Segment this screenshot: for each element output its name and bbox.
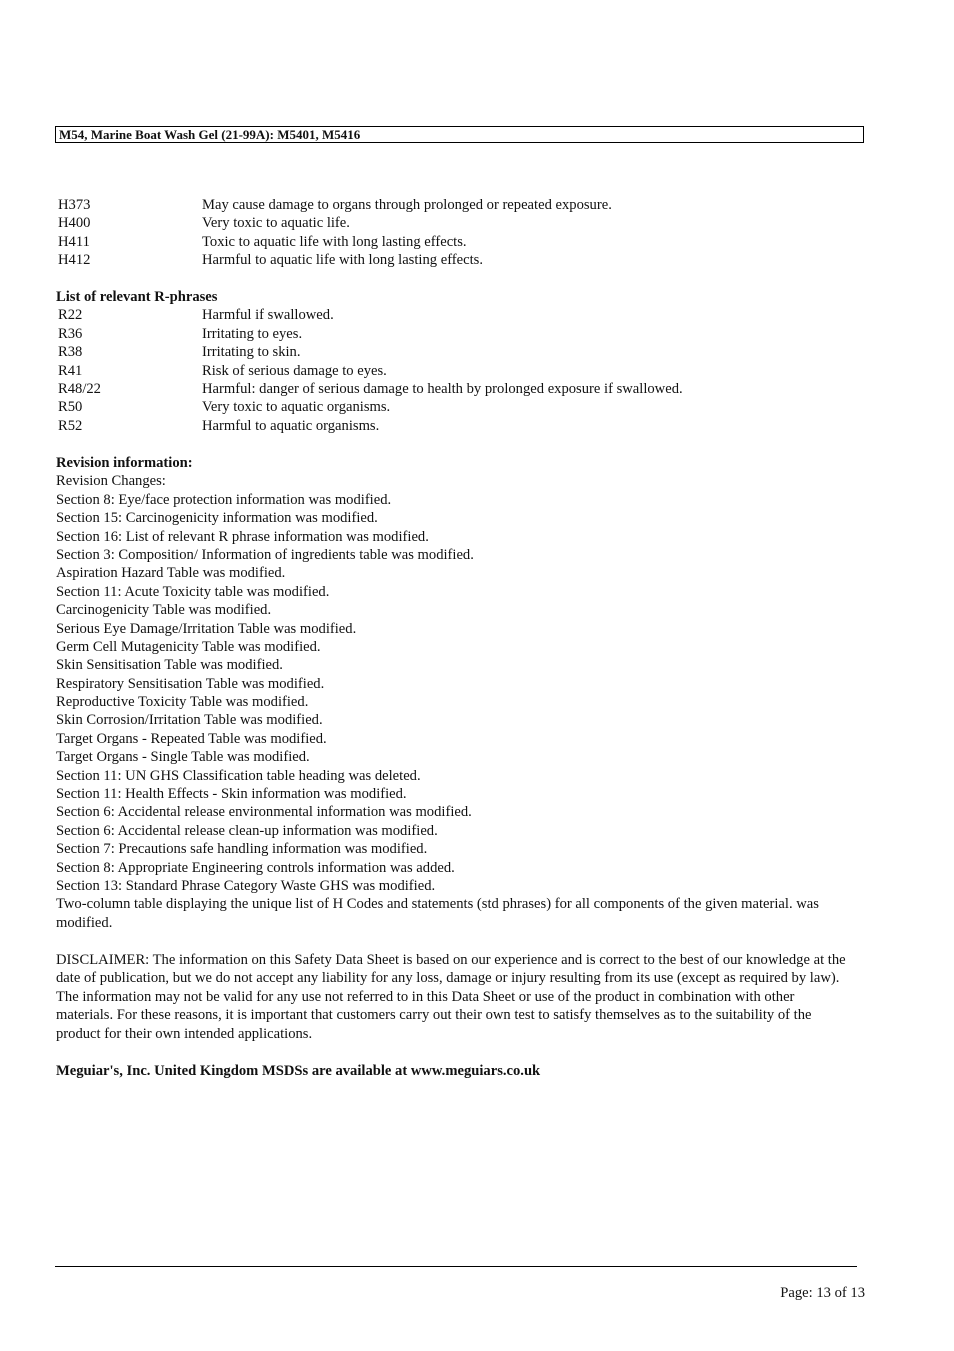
r-text: Harmful: danger of serious damage to health by prolonged exposure if swallowed. [202,380,683,397]
table-row [56,325,856,343]
r-phrases-section [56,288,856,435]
footer-divider [55,1266,857,1267]
disclaimer-paragraph: DISCLAIMER: The information on this Safety Data Sheet is based on our experience and is correct to the best of our knowledge at the date of publication, but we do not accept any liability for any loss, damage or injury resulting from its use (except as required by law). The information may not be valid for any use not referred to in this Data Sheet or use of the product in combination with other materials. For these reasons, it is important that customers carry out their own test to satisfy themselves as to the suitability of the product for their own intended applications. [56,952,846,1042]
revision-line: Section 6: Accidental release clean-up information was modified. [56,822,438,839]
revision-line: Section 11: UN GHS Classification table heading was deleted. [56,767,421,784]
r-text: Harmful if swallowed. [202,307,334,324]
h-text: Harmful to aquatic life with long lasting effects. [202,252,483,269]
revision-line: Section 15: Carcinogenicity information was modified. [56,510,378,527]
revision-line: Section 8: Appropriate Engineering controls information was added. [56,859,455,876]
revision-line: Reproductive Toxicity Table was modified. [56,694,309,711]
r-text: Irritating to eyes. [202,325,303,342]
revision-line: Section 11: Acute Toxicity table was modified. [56,583,330,600]
r-code: R41 [58,362,83,379]
revision-line: Revision Changes: [56,473,166,490]
h-code: H412 [58,252,91,269]
revision-line: Skin Corrosion/Irritation Table was modified. [56,712,323,729]
h-text: Toxic to aquatic life with long lasting effects. [202,233,467,250]
revision-line: Section 11: Health Effects - Skin information was modified. [56,786,407,803]
table-row [56,196,856,214]
product-title: M54, Marine Boat Wash Gel (21-99A): M5401, M5416 [59,127,361,142]
revision-line: Respiratory Sensitisation Table was modified. [56,675,325,692]
r-phrases-heading: List of relevant R-phrases [56,289,218,305]
r-text: Very toxic to aquatic organisms. [202,399,391,416]
r-code: R22 [58,307,83,324]
table-row [56,380,856,398]
h-code: H411 [58,233,90,250]
revision-line: Target Organs - Single Table was modified. [56,749,310,766]
table-row [56,362,856,380]
revision-line: Germ Cell Mutagenicity Table was modified. [56,638,321,655]
r-code: R48/22 [58,380,101,397]
revision-line: Target Organs - Repeated Table was modified. [56,730,327,747]
table-row [56,398,856,416]
h-code: H400 [58,215,91,232]
r-text: Harmful to aquatic organisms. [202,417,380,434]
table-row [56,343,856,361]
revision-section [56,454,856,932]
r-text: Irritating to skin. [202,344,301,361]
table-row [56,306,856,324]
table-row [56,214,856,232]
r-text: Risk of serious damage to eyes. [202,362,387,379]
h-code: H373 [58,197,91,213]
revision-line: Aspiration Hazard Table was modified. [56,565,286,582]
revision-line: Section 13: Standard Phrase Category Waste GHS was modified. [56,877,436,894]
table-row [56,251,856,269]
page-number: Page: 13 of 13 [780,1285,865,1301]
h-text: May cause damage to organs through prolonged or repeated exposure. [202,197,612,213]
revision-final-line: Two-column table displaying the unique list of H Codes and statements (std phrases) for all components of the given material. was modified. [56,896,819,931]
revision-line: Serious Eye Damage/Irritation Table was modified. [56,620,357,637]
revision-heading: Revision information: [56,455,193,471]
revision-line: Section 3: Composition/ Information of ingredients table was modified. [56,546,474,563]
revision-line: Carcinogenicity Table was modified. [56,602,272,619]
r-code: R36 [58,325,83,342]
h-text: Very toxic to aquatic life. [202,215,350,232]
r-code: R50 [58,399,83,416]
availability-note: Meguiar's, Inc. United Kingdom MSDSs are available at www.meguiars.co.uk [56,1063,541,1079]
r-code: R52 [58,417,83,434]
table-row [56,417,856,435]
document-header [55,126,864,143]
table-row [56,233,856,251]
h-statements-table [56,196,856,270]
revision-line: Section 8: Eye/face protection information was modified. [56,491,392,508]
revision-line: Section 6: Accidental release environmental information was modified. [56,804,472,821]
r-code: R38 [58,344,83,361]
revision-line: Section 16: List of relevant R phrase information was modified. [56,528,429,545]
revision-line: Skin Sensitisation Table was modified. [56,657,283,674]
revision-line: Section 7: Precautions safe handling information was modified. [56,841,428,858]
